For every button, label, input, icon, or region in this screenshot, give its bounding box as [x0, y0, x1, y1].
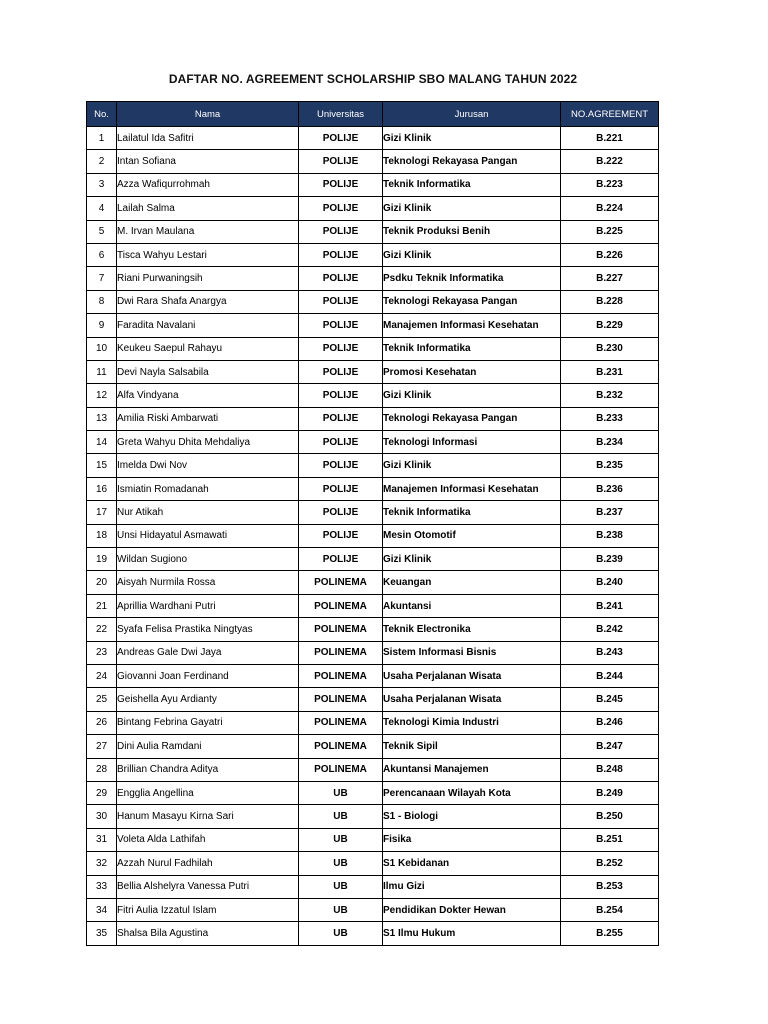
agreement-number-cell: B.221: [561, 127, 659, 150]
major-cell: Mesin Otomotif: [383, 524, 561, 547]
table-row: [87, 220, 659, 243]
name-cell: Syafa Felisa Prastika Ningtyas: [117, 618, 299, 641]
table-row: [87, 898, 659, 921]
row-number-cell: 3: [87, 173, 117, 196]
name-cell: Engglia Angellina: [117, 781, 299, 804]
university-cell: POLIJE: [299, 548, 383, 571]
university-cell: POLINEMA: [299, 758, 383, 781]
major-cell: Teknologi Informasi: [383, 431, 561, 454]
name-cell: Amilia Riski Ambarwati: [117, 407, 299, 430]
major-cell: Fisika: [383, 828, 561, 851]
university-cell: UB: [299, 828, 383, 851]
table-row: [87, 688, 659, 711]
row-number-cell: 24: [87, 664, 117, 687]
name-cell: Giovanni Joan Ferdinand: [117, 664, 299, 687]
major-cell: Usaha Perjalanan Wisata: [383, 664, 561, 687]
agreement-number-cell: B.231: [561, 360, 659, 383]
university-cell: POLINEMA: [299, 641, 383, 664]
row-number-cell: 35: [87, 922, 117, 945]
header-row: [87, 102, 659, 127]
table-row: [87, 618, 659, 641]
row-number-cell: 32: [87, 852, 117, 875]
table-row: [87, 852, 659, 875]
table-row: [87, 711, 659, 734]
major-cell: Perencanaan Wilayah Kota: [383, 781, 561, 804]
agreement-number-cell: B.237: [561, 501, 659, 524]
university-cell: POLIJE: [299, 173, 383, 196]
table-row: [87, 805, 659, 828]
row-number-cell: 9: [87, 314, 117, 337]
major-cell: Manajemen Informasi Kesehatan: [383, 314, 561, 337]
name-cell: Intan Sofiana: [117, 150, 299, 173]
university-cell: POLIJE: [299, 501, 383, 524]
agreement-number-cell: B.233: [561, 407, 659, 430]
university-cell: POLIJE: [299, 524, 383, 547]
major-cell: Teknik Informatika: [383, 501, 561, 524]
major-cell: Usaha Perjalanan Wisata: [383, 688, 561, 711]
row-number-cell: 13: [87, 407, 117, 430]
row-number-cell: 26: [87, 711, 117, 734]
row-number-cell: 1: [87, 127, 117, 150]
university-cell: UB: [299, 805, 383, 828]
name-cell: Nur Atikah: [117, 501, 299, 524]
agreement-number-cell: B.251: [561, 828, 659, 851]
table-row: [87, 197, 659, 220]
agreement-number-cell: B.229: [561, 314, 659, 337]
row-number-cell: 30: [87, 805, 117, 828]
row-number-cell: 23: [87, 641, 117, 664]
row-number-cell: 16: [87, 477, 117, 500]
table-row: [87, 360, 659, 383]
major-cell: Teknik Sipil: [383, 735, 561, 758]
row-number-cell: 10: [87, 337, 117, 360]
agreement-number-cell: B.255: [561, 922, 659, 945]
major-cell: Akuntansi Manajemen: [383, 758, 561, 781]
name-cell: Faradita Navalani: [117, 314, 299, 337]
agreement-number-cell: B.254: [561, 898, 659, 921]
row-number-cell: 28: [87, 758, 117, 781]
row-number-cell: 4: [87, 197, 117, 220]
major-cell: Gizi Klinik: [383, 384, 561, 407]
university-cell: POLIJE: [299, 267, 383, 290]
name-cell: Shalsa Bila Agustina: [117, 922, 299, 945]
table-row: [87, 641, 659, 664]
university-cell: POLIJE: [299, 384, 383, 407]
name-cell: Tisca Wahyu Lestari: [117, 243, 299, 266]
agreement-number-cell: B.224: [561, 197, 659, 220]
row-number-cell: 31: [87, 828, 117, 851]
agreement-number-cell: B.248: [561, 758, 659, 781]
major-cell: Akuntansi: [383, 594, 561, 617]
university-cell: POLIJE: [299, 290, 383, 313]
name-cell: Alfa Vindyana: [117, 384, 299, 407]
table-row: [87, 150, 659, 173]
agreement-number-cell: B.226: [561, 243, 659, 266]
university-cell: POLIJE: [299, 150, 383, 173]
university-cell: POLIJE: [299, 360, 383, 383]
name-cell: Devi Nayla Salsabila: [117, 360, 299, 383]
column-header-agreement: NO.AGREEMENT: [561, 102, 659, 127]
name-cell: Ismiatin Romadanah: [117, 477, 299, 500]
university-cell: POLIJE: [299, 454, 383, 477]
agreement-number-cell: B.243: [561, 641, 659, 664]
row-number-cell: 18: [87, 524, 117, 547]
table-row: [87, 314, 659, 337]
major-cell: S1 Kebidanan: [383, 852, 561, 875]
agreement-number-cell: B.232: [561, 384, 659, 407]
agreement-number-cell: B.223: [561, 173, 659, 196]
major-cell: Manajemen Informasi Kesehatan: [383, 477, 561, 500]
name-cell: Imelda Dwi Nov: [117, 454, 299, 477]
name-cell: Bellia Alshelyra Vanessa Putri: [117, 875, 299, 898]
major-cell: Psdku Teknik Informatika: [383, 267, 561, 290]
agreement-number-cell: B.240: [561, 571, 659, 594]
agreement-number-cell: B.228: [561, 290, 659, 313]
row-number-cell: 6: [87, 243, 117, 266]
agreement-number-cell: B.234: [561, 431, 659, 454]
table-row: [87, 243, 659, 266]
university-cell: UB: [299, 898, 383, 921]
row-number-cell: 27: [87, 735, 117, 758]
name-cell: Aprillia Wardhani Putri: [117, 594, 299, 617]
page-title: DAFTAR NO. AGREEMENT SCHOLARSHIP SBO MALANG TAHUN 2022: [168, 72, 578, 86]
agreement-number-cell: B.222: [561, 150, 659, 173]
name-cell: Dwi Rara Shafa Anargya: [117, 290, 299, 313]
university-cell: POLINEMA: [299, 571, 383, 594]
column-header-no: No.: [87, 102, 117, 127]
row-number-cell: 11: [87, 360, 117, 383]
table-row: [87, 548, 659, 571]
column-header-universitas: Universitas: [299, 102, 383, 127]
major-cell: Teknik Electronika: [383, 618, 561, 641]
table-row: [87, 501, 659, 524]
university-cell: POLIJE: [299, 127, 383, 150]
major-cell: Teknologi Kimia Industri: [383, 711, 561, 734]
university-cell: POLINEMA: [299, 594, 383, 617]
row-number-cell: 20: [87, 571, 117, 594]
table-row: [87, 173, 659, 196]
row-number-cell: 8: [87, 290, 117, 313]
name-cell: Andreas Gale Dwi Jaya: [117, 641, 299, 664]
name-cell: Lailatul Ida Safitri: [117, 127, 299, 150]
table-row: [87, 407, 659, 430]
name-cell: Hanum Masayu Kirna Sari: [117, 805, 299, 828]
major-cell: S1 - Biologi: [383, 805, 561, 828]
name-cell: Wildan Sugiono: [117, 548, 299, 571]
agreement-number-cell: B.247: [561, 735, 659, 758]
agreement-number-cell: B.227: [561, 267, 659, 290]
table-row: [87, 524, 659, 547]
university-cell: POLIJE: [299, 243, 383, 266]
major-cell: Sistem Informasi Bisnis: [383, 641, 561, 664]
row-number-cell: 2: [87, 150, 117, 173]
agreement-number-cell: B.249: [561, 781, 659, 804]
name-cell: Azzah Nurul Fadhilah: [117, 852, 299, 875]
agreement-number-cell: B.244: [561, 664, 659, 687]
agreement-number-cell: B.230: [561, 337, 659, 360]
name-cell: Geishella Ayu Ardianty: [117, 688, 299, 711]
row-number-cell: 25: [87, 688, 117, 711]
major-cell: Teknologi Rekayasa Pangan: [383, 150, 561, 173]
agreement-number-cell: B.235: [561, 454, 659, 477]
column-header-nama: Nama: [117, 102, 299, 127]
table-row: [87, 922, 659, 945]
row-number-cell: 14: [87, 431, 117, 454]
agreement-number-cell: B.250: [561, 805, 659, 828]
agreement-number-cell: B.242: [561, 618, 659, 641]
name-cell: Fitri Aulia Izzatul Islam: [117, 898, 299, 921]
name-cell: Bintang Febrina Gayatri: [117, 711, 299, 734]
table-row: [87, 477, 659, 500]
name-cell: M. Irvan Maulana: [117, 220, 299, 243]
major-cell: Teknik Informatika: [383, 173, 561, 196]
agreement-number-cell: B.238: [561, 524, 659, 547]
agreement-number-cell: B.245: [561, 688, 659, 711]
table-row: [87, 290, 659, 313]
row-number-cell: 15: [87, 454, 117, 477]
row-number-cell: 7: [87, 267, 117, 290]
university-cell: UB: [299, 922, 383, 945]
table-header: [87, 102, 659, 127]
column-header-jurusan: Jurusan: [383, 102, 561, 127]
table-row: [87, 337, 659, 360]
major-cell: Gizi Klinik: [383, 548, 561, 571]
row-number-cell: 33: [87, 875, 117, 898]
name-cell: Riani Purwaningsih: [117, 267, 299, 290]
university-cell: POLIJE: [299, 407, 383, 430]
row-number-cell: 22: [87, 618, 117, 641]
university-cell: POLIJE: [299, 431, 383, 454]
university-cell: POLIJE: [299, 337, 383, 360]
major-cell: Teknologi Rekayasa Pangan: [383, 290, 561, 313]
row-number-cell: 34: [87, 898, 117, 921]
table-row: [87, 828, 659, 851]
university-cell: POLINEMA: [299, 618, 383, 641]
table-row: [87, 594, 659, 617]
major-cell: Gizi Klinik: [383, 454, 561, 477]
table-row: [87, 735, 659, 758]
agreement-number-cell: B.236: [561, 477, 659, 500]
table-body: [87, 127, 659, 946]
major-cell: Teknik Informatika: [383, 337, 561, 360]
university-cell: POLINEMA: [299, 711, 383, 734]
major-cell: Promosi Kesehatan: [383, 360, 561, 383]
university-cell: UB: [299, 852, 383, 875]
table-row: [87, 127, 659, 150]
major-cell: S1 Ilmu Hukum: [383, 922, 561, 945]
university-cell: POLINEMA: [299, 664, 383, 687]
table-row: [87, 571, 659, 594]
table-row: [87, 267, 659, 290]
name-cell: Unsi Hidayatul Asmawati: [117, 524, 299, 547]
major-cell: Gizi Klinik: [383, 243, 561, 266]
table-row: [87, 664, 659, 687]
agreement-number-cell: B.239: [561, 548, 659, 571]
university-cell: POLIJE: [299, 197, 383, 220]
table-row: [87, 781, 659, 804]
major-cell: Ilmu Gizi: [383, 875, 561, 898]
table-row: [87, 431, 659, 454]
row-number-cell: 17: [87, 501, 117, 524]
table-row: [87, 454, 659, 477]
major-cell: Gizi Klinik: [383, 127, 561, 150]
row-number-cell: 19: [87, 548, 117, 571]
agreement-number-cell: B.246: [561, 711, 659, 734]
name-cell: Greta Wahyu Dhita Mehdaliya: [117, 431, 299, 454]
university-cell: UB: [299, 781, 383, 804]
row-number-cell: 5: [87, 220, 117, 243]
table-row: [87, 384, 659, 407]
university-cell: UB: [299, 875, 383, 898]
agreement-number-cell: B.241: [561, 594, 659, 617]
agreement-number-cell: B.253: [561, 875, 659, 898]
row-number-cell: 29: [87, 781, 117, 804]
agreement-number-cell: B.252: [561, 852, 659, 875]
name-cell: Dini Aulia Ramdani: [117, 735, 299, 758]
major-cell: Teknologi Rekayasa Pangan: [383, 407, 561, 430]
table-row: [87, 758, 659, 781]
row-number-cell: 12: [87, 384, 117, 407]
agreement-table: [86, 101, 659, 946]
name-cell: Voleta Alda Lathifah: [117, 828, 299, 851]
university-cell: POLIJE: [299, 477, 383, 500]
university-cell: POLINEMA: [299, 688, 383, 711]
name-cell: Aisyah Nurmila Rossa: [117, 571, 299, 594]
name-cell: Keukeu Saepul Rahayu: [117, 337, 299, 360]
university-cell: POLINEMA: [299, 735, 383, 758]
university-cell: POLIJE: [299, 220, 383, 243]
row-number-cell: 21: [87, 594, 117, 617]
university-cell: POLIJE: [299, 314, 383, 337]
name-cell: Brillian Chandra Aditya: [117, 758, 299, 781]
major-cell: Gizi Klinik: [383, 197, 561, 220]
major-cell: Teknik Produksi Benih: [383, 220, 561, 243]
name-cell: Azza Wafiqurrohmah: [117, 173, 299, 196]
agreement-number-cell: B.225: [561, 220, 659, 243]
name-cell: Lailah Salma: [117, 197, 299, 220]
major-cell: Pendidikan Dokter Hewan: [383, 898, 561, 921]
major-cell: Keuangan: [383, 571, 561, 594]
table-row: [87, 875, 659, 898]
